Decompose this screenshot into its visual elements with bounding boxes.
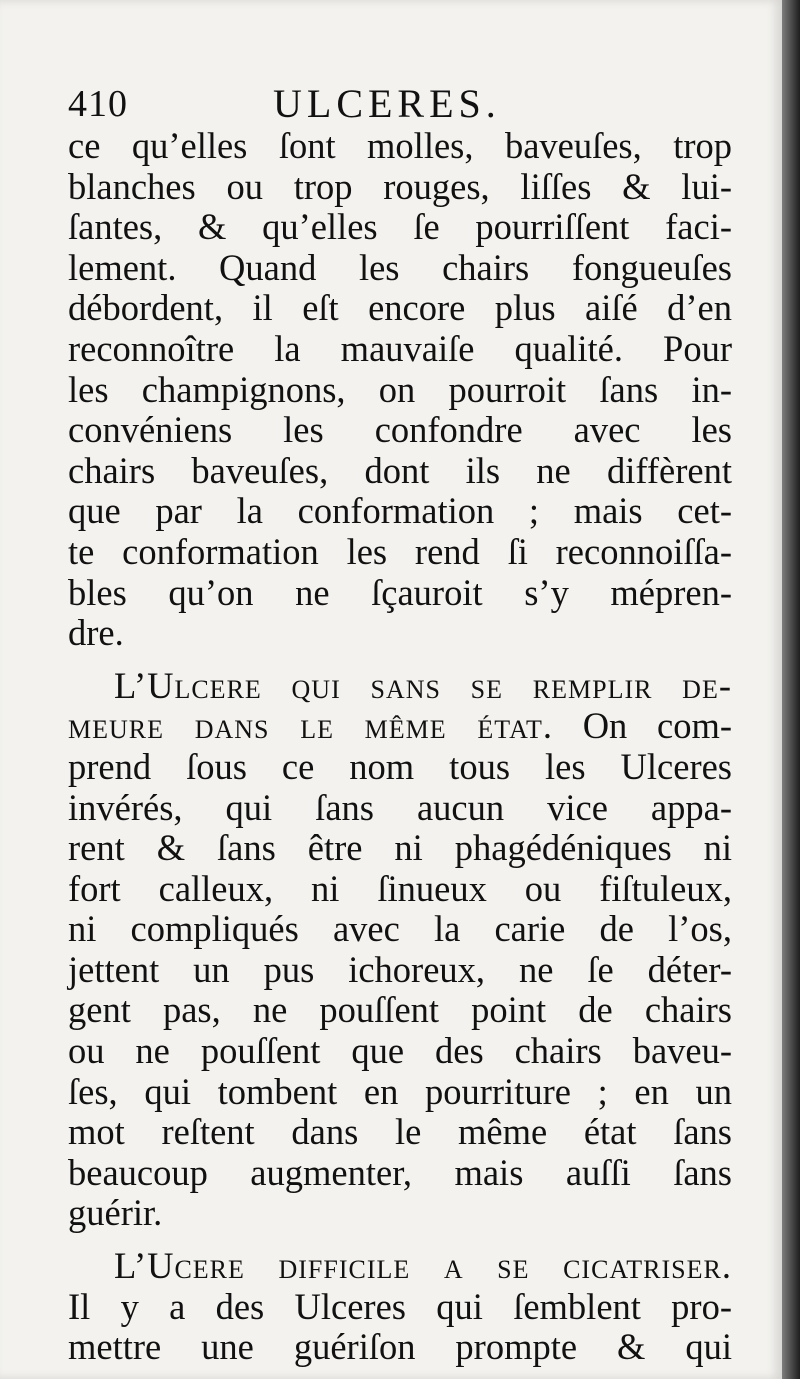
page-header: [68, 78, 728, 126]
text-line: ce qu’elles ſont molles, baveuſes, trop: [68, 125, 732, 166]
text-line: gent pas, ne pouſſent point de chairs: [68, 989, 732, 1031]
text-line: fort calleux, ni ſinueux ou fiſtuleux,: [68, 867, 732, 909]
running-title: ULCERES.: [273, 81, 501, 126]
text-line: reconnoître la mauvaiſe qualité. Pour: [68, 327, 732, 369]
section-heading-continued: meure dans le même état.: [68, 705, 553, 747]
paragraph-1: [68, 126, 732, 654]
text-line: débordent, il eſt encore plus aiſé d’en: [68, 287, 732, 329]
section-heading: L’Ucere difficile a se cicatriser.: [114, 1245, 732, 1287]
text-line: lement. Quand les chairs fongueuſes: [68, 246, 732, 288]
text-line: beaucoup augmenter, mais auſſi ſans: [68, 1151, 732, 1193]
page-edge-shadow: [782, 0, 800, 1379]
text-line: dre.: [68, 612, 124, 654]
text-line: ni compliqués avec la carie de l’os,: [68, 908, 732, 950]
text-line: les champignons, on pourroit ſans in-: [68, 368, 732, 410]
text-line: guérir.: [68, 1192, 163, 1234]
text-line: convéniens les confondre avec les: [68, 409, 732, 451]
paragraph-3: [68, 1246, 732, 1368]
text-line: mettre une guériſon prompte & qui: [68, 1326, 732, 1368]
text-line: ſes, qui tombent en pourriture ; en un: [68, 1070, 732, 1112]
text-line: que par la conformation ; mais cet-: [68, 490, 732, 532]
paragraph-2: [68, 666, 732, 1234]
text-line: invérés, qui ſans aucun vice appa-: [68, 786, 732, 828]
text-fragment: On com-: [552, 705, 733, 747]
text-line: rent & ſans être ni phagédéniques ni: [68, 827, 732, 869]
text-line: jettent un pus ichoreux, ne ſe déter-: [68, 948, 732, 990]
text-line: blanches ou trop rouges, liſſes & lui-: [68, 165, 732, 207]
text-line: ou ne pouſſent que des chairs baveu-: [68, 1030, 732, 1072]
text-line: chairs baveuſes, dont ils ne diffèrent: [68, 449, 732, 491]
body-text: [68, 126, 732, 1368]
text-line: [68, 706, 732, 747]
section-heading: L’Ulcere qui sans se remplir de-: [114, 664, 732, 706]
text-line: te conformation les rend ſi reconnoiſſa-: [68, 530, 732, 572]
text-line: mot reſtent dans le même état ſans: [68, 1111, 732, 1153]
text-line: Il y a des Ulceres qui ſemblent pro-: [68, 1285, 732, 1327]
text-line: prend ſous ce nom tous les Ulceres: [68, 745, 732, 787]
text-line: bles qu’on ne ſçauroit s’y mépren-: [68, 571, 732, 613]
text-line: ſantes, & qu’elles ſe pourriſſent faci-: [68, 206, 732, 248]
page-number: 410: [68, 83, 128, 125]
